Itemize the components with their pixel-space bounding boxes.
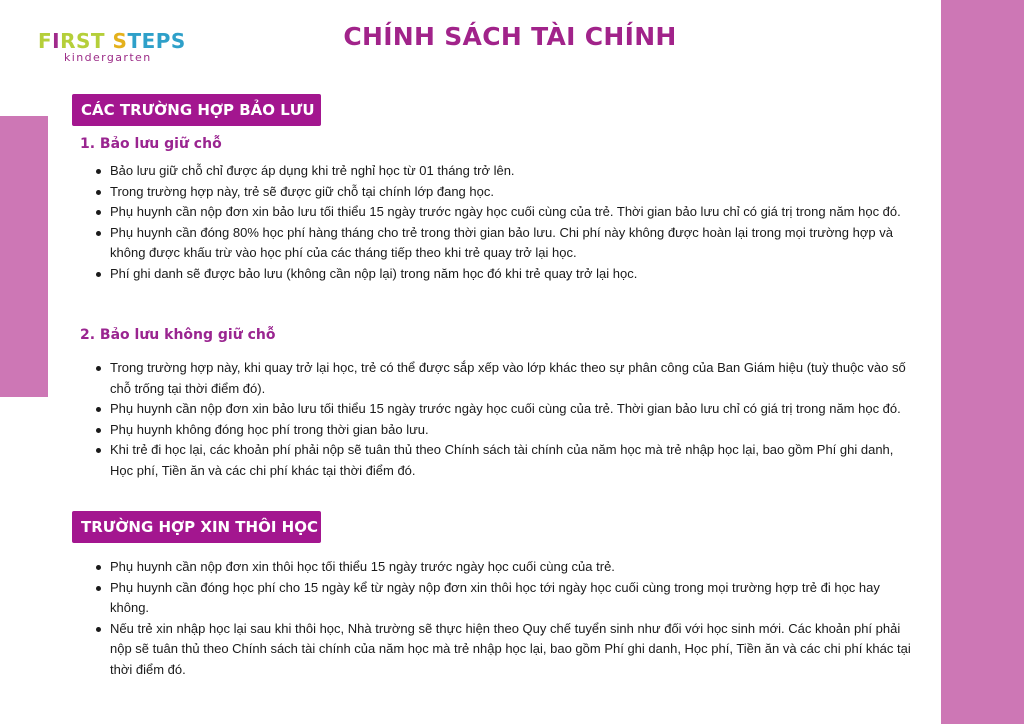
list-item: Phụ huynh cần nộp đơn xin bảo lưu tối thiểu 15 ngày trước ngày học cuối cùng của trẻ. Thời gian bảo lưu chỉ có giá trị trong năm học đó.	[92, 399, 914, 420]
list-item: Phụ huynh không đóng học phí trong thời gian bảo lưu.	[92, 420, 914, 441]
list-item: Nếu trẻ xin nhập học lại sau khi thôi học, Nhà trường sẽ thực hiện theo Quy chế tuyển sinh như đối với học sinh mới. Các khoản phí phải nộp sẽ tuân thủ theo Chính sách tài chính của năm học mà trẻ nhập học lại, bao gồm Phí ghi danh, Học phí, Tiền ăn và các chi phí khác tại thời điểm đó.	[92, 619, 914, 681]
logo-wordmark: FIRST STEPS	[38, 29, 186, 53]
subsection-heading-keep-seat: 1. Bảo lưu giữ chỗ	[80, 136, 222, 152]
list-item: Khi trẻ đi học lại, các khoản phí phải nộp sẽ tuân thủ theo Chính sách tài chính của năm học mà trẻ nhập học lại, bao gồm Phí ghi danh, Học phí, Tiền ăn và các chi phí khác tại thời điểm đó.	[92, 440, 914, 481]
list-item: Phụ huynh cần nộp đơn xin thôi học tối thiểu 15 ngày trước ngày học cuối cùng của trẻ.	[92, 557, 914, 578]
withdrawal-list	[92, 557, 914, 680]
list-item: Trong trường hợp này, trẻ sẽ được giữ chỗ tại chính lớp đang học.	[92, 182, 914, 203]
school-logo	[38, 29, 186, 70]
section-heading-withdrawal: TRƯỜNG HỢP XIN THÔI HỌC	[72, 511, 321, 543]
logo-subtitle: kindergarten	[64, 51, 152, 64]
list-item: Phí ghi danh sẽ được bảo lưu (không cần nộp lại) trong năm học đó khi trẻ quay trở lại học.	[92, 264, 914, 285]
list-item: Bảo lưu giữ chỗ chỉ được áp dụng khi trẻ nghỉ học từ 01 tháng trở lên.	[92, 161, 914, 182]
list-item: Trong trường hợp này, khi quay trở lại học, trẻ có thể được sắp xếp vào lớp khác theo sự phân công của Ban Giám hiệu (tuỳ thuộc vào số chỗ trống tại thời điểm đó).	[92, 358, 914, 399]
section-heading-reservation: CÁC TRƯỜNG HỢP BẢO LƯU	[72, 94, 321, 126]
right-decorative-band	[941, 0, 1024, 724]
list-item: Phụ huynh cần đóng 80% học phí hàng tháng cho trẻ trong thời gian bảo lưu. Chi phí này không được hoàn lại trong mọi trường hợp và không được khấu trừ vào học phí của các tháng tiếp theo khi trẻ quay trở lại học.	[92, 223, 914, 264]
subsection-heading-no-seat: 2. Bảo lưu không giữ chỗ	[80, 327, 276, 343]
list-item: Phụ huynh cần nộp đơn xin bảo lưu tối thiểu 15 ngày trước ngày học cuối cùng của trẻ. Thời gian bảo lưu chỉ có giá trị trong năm học đó.	[92, 202, 914, 223]
list-item: Phụ huynh cần đóng học phí cho 15 ngày kể từ ngày nộp đơn xin thôi học tới ngày học cuối cùng trong mọi trường hợp trẻ đi học hay không.	[92, 578, 914, 619]
no-seat-list	[92, 358, 914, 481]
keep-seat-list	[92, 161, 914, 284]
left-decorative-band	[0, 116, 48, 397]
page-title: CHÍNH SÁCH TÀI CHÍNH	[343, 22, 677, 51]
